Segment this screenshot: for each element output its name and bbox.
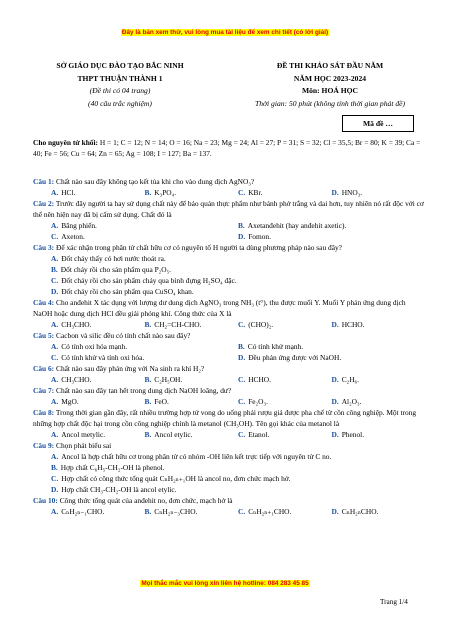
header-right (215, 60, 445, 110)
question-stem (33, 407, 425, 429)
answer-option (51, 231, 238, 242)
option-text: Đốt cháy thấy có hơi nước thoát ra. (61, 254, 166, 263)
exam-title: ĐỀ THI KHẢO SÁT ĐẦU NĂM (276, 61, 384, 70)
option-text: Phenol. (341, 430, 365, 439)
option-text: Ancol là hợp chất hữu cơ trong phân tử có nhóm -OH liên kết trực tiếp với nguyên tử C no. (61, 452, 332, 461)
answer-option (238, 506, 332, 517)
question-item (33, 242, 425, 297)
question-item (33, 385, 425, 407)
time-limit: Thời gian: 50 phút (không tính thời gian phát đề) (254, 98, 406, 108)
option-text: Đốt cháy rồi cho sản phẩm qua P₂O₅. (60, 265, 172, 274)
option-text: HNO₃. (341, 188, 363, 197)
hotline-banner-text: Mọi thắc mắc vui lòng xin liên hệ hotline: 084 283 45 85 (141, 580, 309, 587)
question-number: Câu 4: (33, 298, 55, 307)
school-year: NĂM HỌC 2023-2024 (293, 73, 367, 83)
question-number: Câu 3: (33, 243, 55, 252)
answer-option (51, 429, 145, 440)
atomic-masses-label: Cho nguyên tử khối: (33, 138, 99, 147)
option-letter: A. (51, 452, 59, 461)
option-letter: D. (331, 375, 339, 384)
option-letter: C. (51, 276, 59, 285)
department-name: SỞ GIÁO DỤC ĐÀO TẠO BẮC NINH (56, 61, 184, 70)
option-text: Etanol. (248, 430, 270, 439)
option-letter: A. (51, 254, 59, 263)
option-letter: C. (238, 430, 246, 439)
answer-option (51, 506, 145, 517)
answer-option (51, 462, 425, 473)
option-text: CH₃CHO. (61, 320, 92, 329)
option-letter: A. (51, 507, 59, 516)
answer-option (145, 319, 239, 330)
question-number: Câu 8: (33, 408, 55, 417)
option-letter: D. (238, 232, 246, 241)
option-letter: A. (51, 342, 59, 351)
option-letter: B. (238, 221, 245, 230)
option-text: HCl. (61, 188, 76, 197)
answer-option (51, 319, 145, 330)
option-letter: C. (51, 232, 59, 241)
answer-option (238, 231, 425, 242)
question-stem (33, 385, 425, 396)
question-text: Chọn phát biểu sai (56, 441, 112, 450)
option-text: Băng phiến. (61, 221, 97, 230)
answer-option (51, 396, 145, 407)
question-text: Trong thời gian gần đây, rất nhiều trường hợp tử vong do uống phải rượu giả được pha chế từ cồn công nghiệp. Một trong những hợp chất độc hại trong cồn công nghiệp chính là metanol (CH₃OH). Tên gọi khác của metanol là (33, 408, 417, 428)
option-text: C₂H₅OH. (154, 375, 183, 384)
question-number: Câu 7: (33, 386, 55, 395)
option-text: (CHO)₂. (248, 320, 274, 329)
option-text: CH₃CHO. (61, 375, 92, 384)
answer-option (51, 187, 145, 198)
option-text: Ancol metylic. (61, 430, 106, 439)
answer-options (33, 187, 425, 198)
answer-option (238, 396, 332, 407)
option-letter: B. (238, 342, 245, 351)
question-stem (33, 297, 425, 319)
option-letter: B. (144, 430, 152, 439)
question-list (33, 176, 425, 517)
page-count-note: (Đề thi có 04 trang) (89, 86, 151, 95)
option-letter: C. (51, 353, 59, 362)
option-letter: D. (238, 353, 246, 362)
option-text: Al₂O₃. (341, 397, 362, 406)
option-text: HCHO. (341, 320, 365, 329)
preview-banner (0, 29, 450, 36)
answer-option (238, 319, 332, 330)
question-text: Cho anđehit X tác dụng với lượng dư dung dịch AgNO₃ trong NH₃ (t°), thu được muối Y. Muối Y phản ứng dung dịch NaOH hoặc dung dịch HCl đều giải phóng khí. Công thức của X là (33, 298, 406, 318)
question-item (33, 495, 425, 517)
option-letter: C. (238, 375, 246, 384)
answer-option (238, 220, 425, 231)
option-letter: B. (144, 188, 152, 197)
answer-options (33, 451, 425, 495)
option-letter: A. (51, 375, 59, 384)
option-letter: C. (238, 320, 246, 329)
option-letter: D. (331, 320, 339, 329)
answer-option (51, 374, 145, 385)
option-letter: D. (331, 188, 339, 197)
question-text: Chất nào sau đây không tạo kết tủa khi cho vào dung dịch AgNO₃? (56, 177, 255, 186)
page-number: Trang 1/4 (380, 598, 408, 606)
school-name: THPT THUẬN THÀNH 1 (77, 73, 163, 83)
answer-option (51, 264, 425, 275)
option-text: CH₂=CH-CHO. (154, 320, 202, 329)
preview-banner-text: Đây là bản xem thử, vui lòng mua tài liệu để xem chi tiết (có lời giải) (121, 29, 329, 36)
option-text: CₙH₂ₙ₊₁CHO. (248, 507, 292, 516)
option-letter: C. (238, 507, 246, 516)
question-number: Câu 1: (33, 177, 55, 186)
hotline-banner (0, 580, 450, 587)
option-text: FeO. (154, 397, 169, 406)
option-text: K₃PO₄. (154, 188, 177, 197)
answer-option (51, 286, 425, 297)
answer-option (332, 429, 426, 440)
question-stem (33, 495, 425, 506)
answer-option (51, 484, 425, 495)
option-letter: B. (51, 463, 58, 472)
answer-option (145, 396, 239, 407)
option-letter: D. (331, 397, 339, 406)
answer-option (51, 473, 425, 484)
exam-code-box: Mã đề … (342, 115, 414, 132)
answer-option (238, 352, 425, 363)
answer-option (332, 187, 426, 198)
option-text: Có tính khử và tính oxi hóa. (61, 353, 145, 362)
question-item (33, 363, 425, 385)
question-item (33, 176, 425, 198)
question-text: Để xác nhận trong phân tử chất hữu cơ có nguyên tố H người ta dùng phương pháp nào sau đây? (56, 243, 342, 252)
option-letter: A. (51, 188, 59, 197)
answer-option (51, 275, 425, 286)
answer-option (238, 187, 332, 198)
option-text: Đốt cháy rồi cho sản phẩm cháy qua bình đựng H₂SO₄ đặc. (61, 276, 237, 285)
option-letter: D. (51, 287, 59, 296)
question-text: Chất nào sau đây tan hết trong dung dịch NaOH loãng, dư? (56, 386, 232, 395)
header-left (30, 60, 210, 110)
question-stem (33, 176, 425, 187)
question-text: Công thức tổng quát của anđehit no, đơn chức, mạch hở là (59, 496, 233, 505)
answer-option (238, 341, 425, 352)
question-count-note: (40 câu trắc nghiệm) (88, 98, 152, 108)
option-letter: D. (51, 485, 59, 494)
answer-option (332, 506, 426, 517)
answer-option (332, 396, 426, 407)
answer-option (332, 319, 426, 330)
answer-option (51, 253, 425, 264)
option-letter: B. (144, 320, 152, 329)
answer-option (145, 187, 239, 198)
option-letter: D. (331, 507, 339, 516)
option-letter: B. (144, 507, 152, 516)
option-letter: B. (144, 375, 152, 384)
option-text: HCHO. (248, 375, 271, 384)
question-number: Câu 10: (33, 496, 58, 505)
answer-option (145, 506, 239, 517)
question-item (33, 407, 425, 440)
option-letter: B. (51, 265, 58, 274)
option-text: CₙH₂ₙCHO. (341, 507, 379, 516)
answer-option (51, 341, 238, 352)
option-text: Hợp chất CH₃-CH₂-OH là ancol etylic. (61, 485, 177, 494)
question-text: Cacbon và silic đều có tính chất nào sau đây? (56, 331, 191, 340)
option-text: Đều phản ứng được với NaOH. (248, 353, 342, 362)
question-item (33, 330, 425, 363)
option-text: CₙH₂ₙ₋₃CHO. (154, 507, 198, 516)
question-number: Câu 2: (33, 199, 55, 208)
option-text: Axetanđehit (hay anđehit axetic). (247, 221, 347, 230)
question-number: Câu 9: (33, 441, 55, 450)
option-text: Đốt cháy rồi cho sản phẩm qua CuSO₄ khan. (61, 287, 194, 296)
answer-option (51, 451, 425, 462)
option-text: Ancol etylic. (154, 430, 193, 439)
question-stem (33, 440, 425, 451)
option-text: Fomon. (248, 232, 271, 241)
question-text: Chất nào sau đây phản ứng với Na sinh ra khí H₂? (56, 364, 205, 373)
answer-options (33, 396, 425, 407)
option-text: Fe₂O₃. (248, 397, 268, 406)
answer-options (33, 374, 425, 385)
answer-option (238, 374, 332, 385)
option-letter: B. (144, 397, 152, 406)
option-text: Hợp chất C₆H₅-CH₂-OH là phenol. (60, 463, 165, 472)
answer-option (332, 374, 426, 385)
answer-option (238, 429, 332, 440)
option-letter: A. (51, 397, 59, 406)
option-letter: A. (51, 430, 59, 439)
option-letter: D. (331, 430, 339, 439)
answer-option (51, 220, 238, 231)
option-letter: C. (238, 397, 246, 406)
option-letter: A. (51, 320, 59, 329)
question-number: Câu 5: (33, 331, 55, 340)
option-letter: C. (238, 188, 246, 197)
question-item (33, 440, 425, 495)
option-text: CₙH₂ₙ₋₁CHO. (61, 507, 105, 516)
option-text: C₂H₆. (341, 375, 359, 384)
option-text: Axeton. (61, 232, 85, 241)
option-text: Có tính khử mạnh. (247, 342, 304, 351)
answer-option (51, 352, 238, 363)
question-text: Trước đây người ta hay sử dụng chất này để bảo quản thực phẩm như bánh phở trắng và dai hơn, tuy nhiên nó rất độc với cơ thể nên hiện nay đã bị cấm sử dụng. Chất đó là (33, 199, 424, 219)
question-stem (33, 363, 425, 374)
question-item (33, 198, 425, 242)
answer-options (33, 319, 425, 330)
question-stem (33, 330, 425, 341)
answer-option (145, 429, 239, 440)
question-stem (33, 198, 425, 220)
answer-option (145, 374, 239, 385)
answer-options (33, 341, 425, 363)
answer-options (33, 253, 425, 297)
option-text: MgO. (61, 397, 79, 406)
answer-options (33, 506, 425, 517)
option-text: KBr. (248, 188, 263, 197)
atomic-masses-values: H = 1; C = 12; N = 14; O = 16; Na = 23; Mg = 24; Al = 27; P = 31; S = 32; Cl = 35,5; Br = 80; K = 39; Ca = 40; Fe = 56; Cu = 64; Zn = 65; Ag = 108; I = 127; Ba = 137. (33, 138, 421, 158)
option-text: Có tính oxi hóa mạnh. (61, 342, 128, 351)
question-number: Câu 6: (33, 364, 55, 373)
option-letter: A. (51, 221, 59, 230)
option-letter: C. (51, 474, 59, 483)
answer-options (33, 220, 425, 242)
subject: Môn: HOÁ HỌC (301, 86, 359, 95)
atomic-masses (33, 138, 423, 159)
question-stem (33, 242, 425, 253)
question-item (33, 297, 425, 330)
answer-options (33, 429, 425, 440)
option-text: Hợp chất có công thức tổng quát CₙH₂ₙ₊₁OH là ancol no, đơn chức mạch hở. (61, 474, 291, 483)
